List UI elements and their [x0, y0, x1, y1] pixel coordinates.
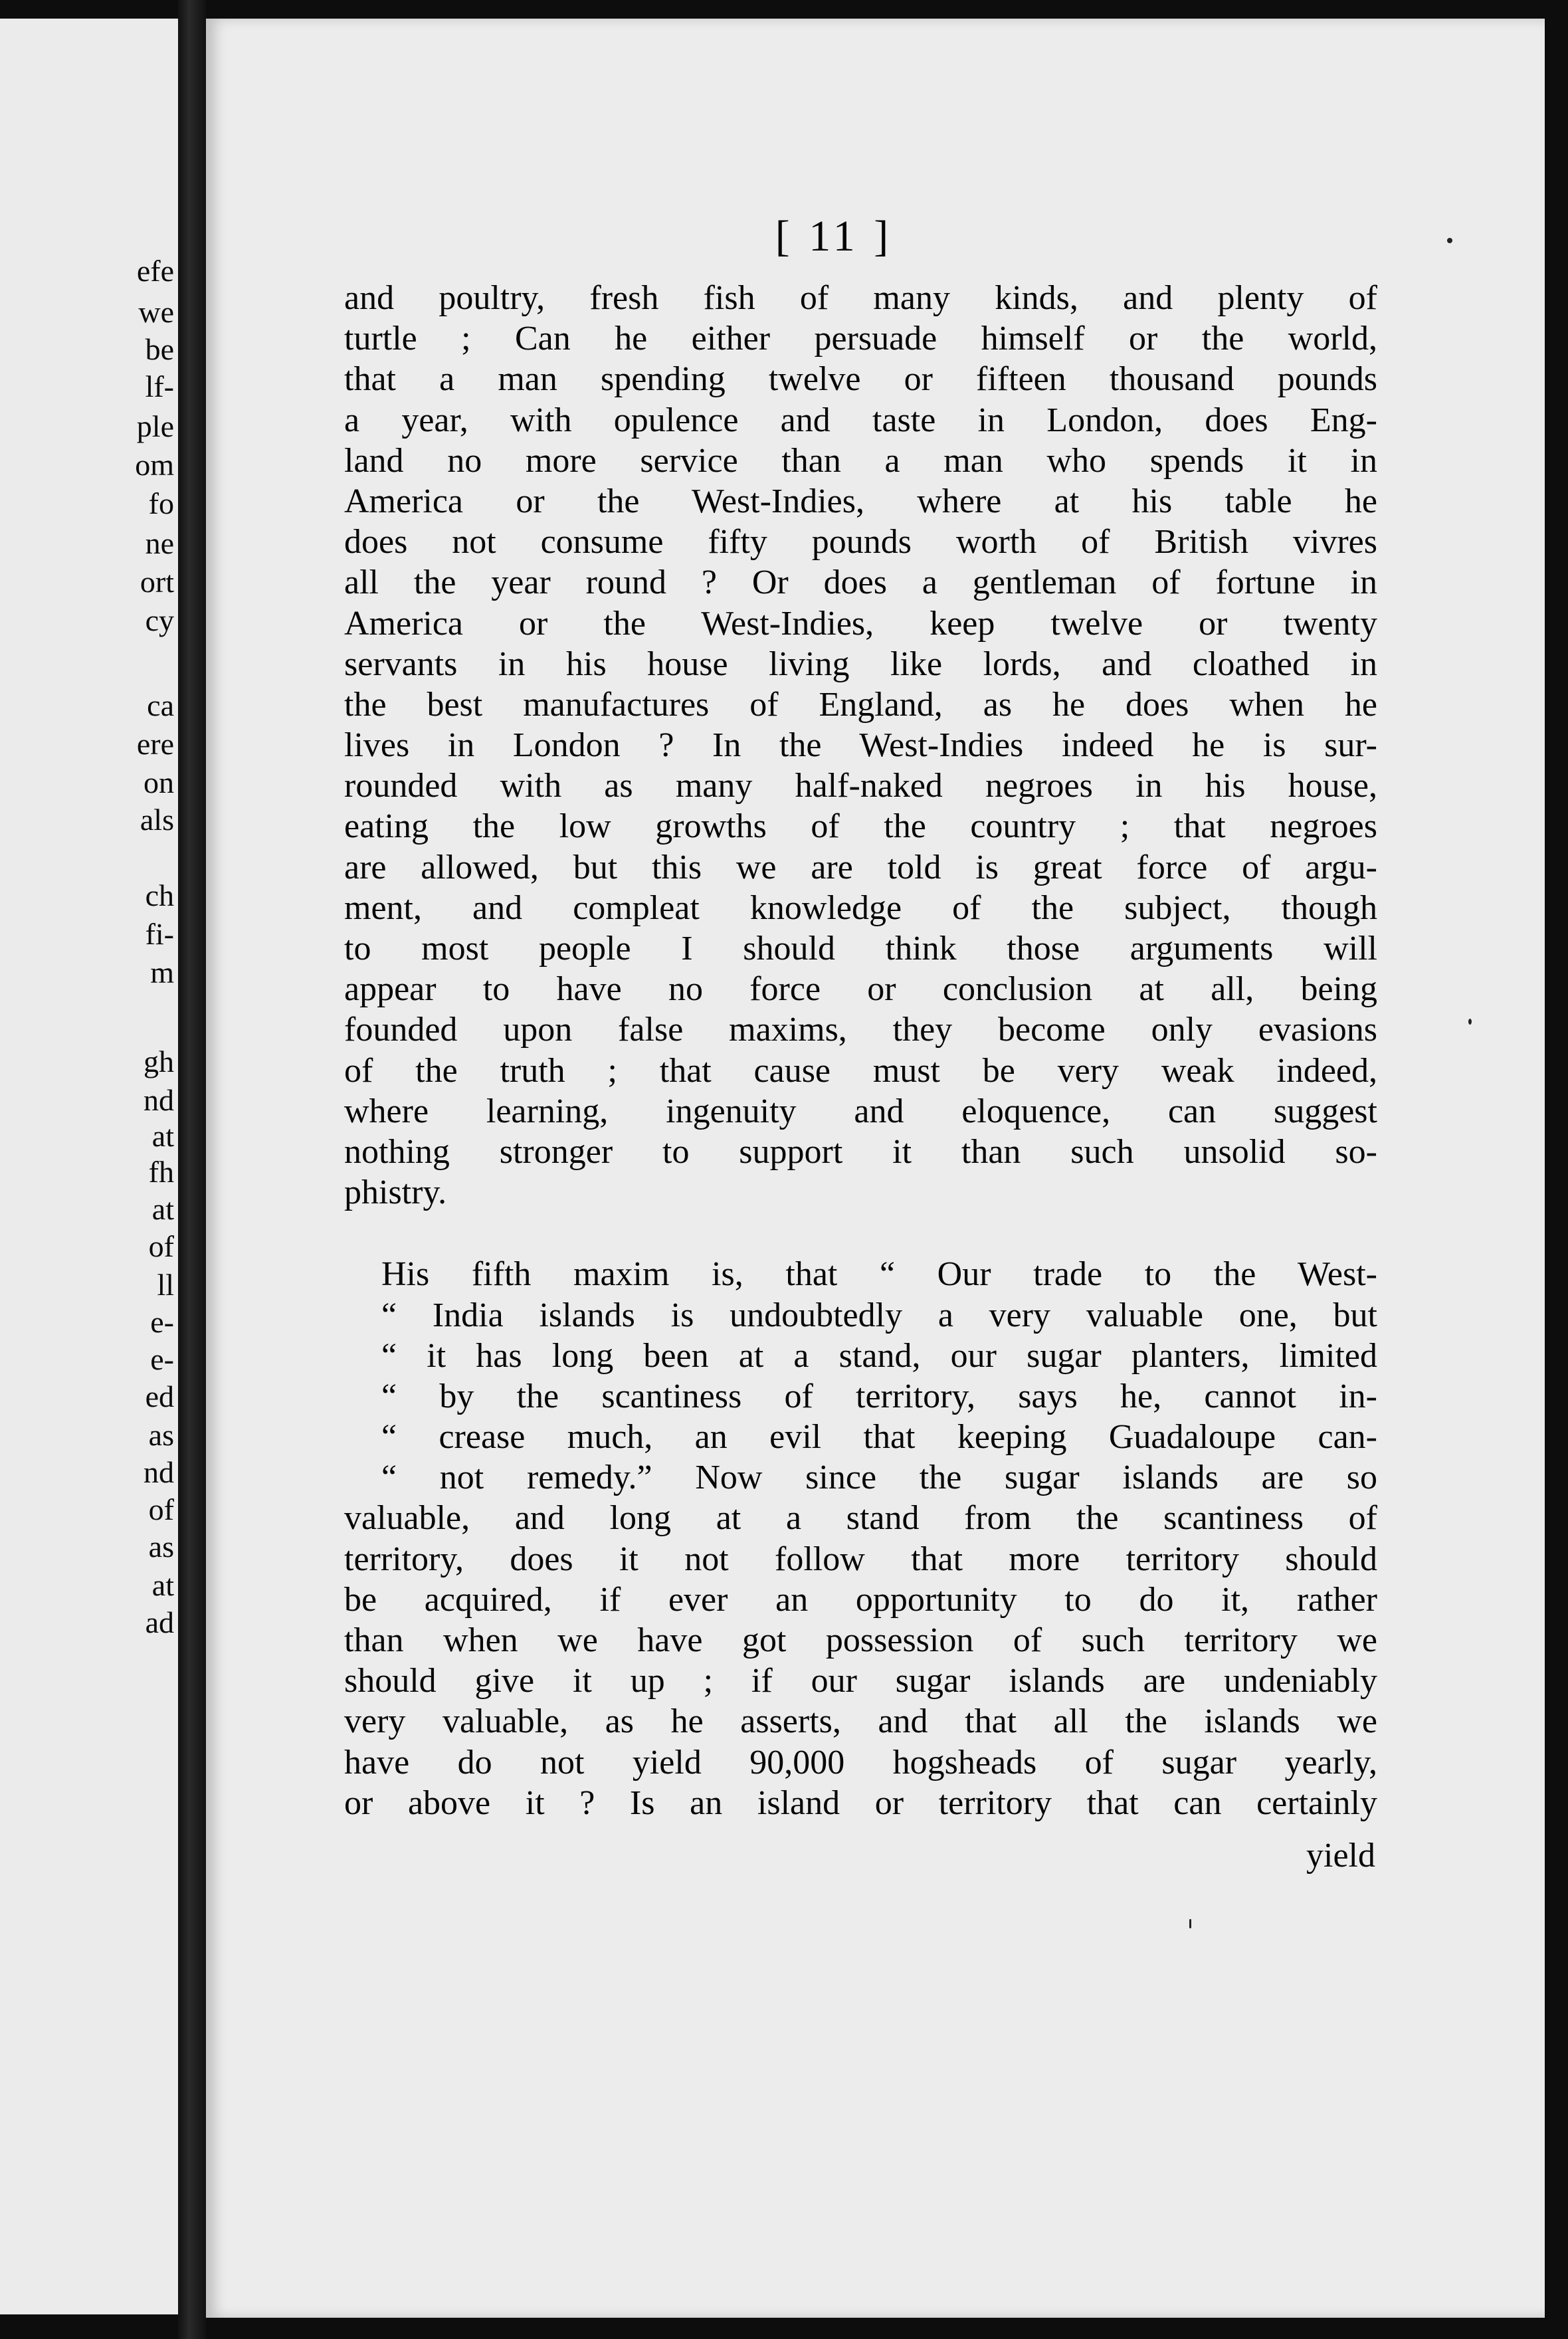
text-line: phistry.	[344, 1173, 447, 1212]
text-line: where learning, ingenuity and eloquence, can suggest	[344, 1092, 1377, 1130]
facing-page-fragment: cy	[145, 603, 174, 637]
facing-page-fragment: ed	[145, 1379, 174, 1413]
text-line: should give it up ; if our sugar islands are undeniably	[344, 1662, 1377, 1700]
facing-page-fragment: e-	[150, 1342, 174, 1376]
text-line: and poultry, fresh fish of many kinds, and plenty of	[344, 279, 1377, 317]
facing-page-fragment: fi-	[145, 917, 174, 951]
facing-page-fragment: gh	[144, 1045, 174, 1078]
text-line: lives in London ? In the West-Indies indeed he is sur-	[344, 726, 1377, 765]
facing-page-fragment: at	[151, 1568, 174, 1602]
facing-page-fragment: ne	[145, 526, 174, 560]
text-line: are allowed, but this we are told is great force of argu-	[344, 848, 1377, 886]
text-line: founded upon false maxims, they become only evasions	[344, 1011, 1377, 1049]
facing-page-fragment: fo	[148, 486, 174, 520]
text-line: America or the West-Indies, keep twelve or twenty	[344, 604, 1377, 643]
facing-page-fragment: as	[148, 1418, 174, 1452]
text-line: eating the low growths of the country ; that negroes	[344, 807, 1377, 846]
text-line: “ India islands is undoubtedly a very valuable one, but	[381, 1296, 1377, 1334]
text-line: “ not remedy.” Now since the sugar islands are so	[381, 1459, 1377, 1497]
facing-page-fragment: lf-	[145, 369, 174, 403]
facing-page-fragment: be	[145, 332, 174, 366]
text-line: that a man spending twelve or fifteen thousand pounds	[344, 360, 1377, 399]
text-line: does not consume fifty pounds worth of British vivres	[344, 523, 1377, 561]
facing-page-fragment: on	[144, 765, 174, 799]
text-line: turtle ; Can he either persuade himself or the world,	[344, 320, 1377, 358]
facing-page-fragment: of	[148, 1229, 174, 1263]
text-line: territory, does it not follow that more territory should	[344, 1540, 1377, 1578]
book-page	[206, 19, 1545, 2318]
facing-page-fragment: at	[151, 1192, 174, 1226]
text-line: or above it ? Is an island or territory that can certainly	[344, 1783, 1377, 1822]
facing-page-fragment: ll	[157, 1268, 174, 1302]
text-line: appear to have no force or conclusion at all, being	[344, 970, 1377, 1009]
text-line: a year, with opulence and taste in London, does Eng-	[344, 401, 1377, 439]
facing-page-fragment: ca	[147, 688, 174, 722]
facing-page-fragment: ort	[140, 565, 174, 599]
text-line: valuable, and long at a stand from the scantiness of	[344, 1499, 1377, 1538]
text-line: “ by the scantiness of territory, says he, cannot in-	[381, 1377, 1377, 1415]
text-line: rounded with as many half-naked negroes in his house,	[344, 767, 1377, 805]
facing-page-edge	[0, 19, 178, 2314]
text-line: the best manufactures of England, as he does when he	[344, 685, 1377, 724]
ink-speck	[1468, 1019, 1472, 1025]
text-line: His fifth maxim is, that “ Our trade to the West-	[381, 1255, 1377, 1294]
facing-page-fragment: om	[135, 448, 174, 482]
facing-page-fragment: at	[151, 1119, 174, 1153]
text-line: land no more service than a man who spends it in	[344, 441, 1377, 480]
text-line: “ crease much, an evil that keeping Guadaloupe can-	[381, 1418, 1377, 1457]
text-line: ment, and compleat knowledge of the subject, though	[344, 888, 1377, 927]
facing-page-fragment: als	[140, 803, 174, 837]
text-line: be acquired, if ever an opportunity to do it, rather	[344, 1580, 1377, 1619]
facing-page-fragment: ad	[145, 1605, 174, 1639]
facing-page-fragment: m	[150, 956, 174, 989]
ink-speck	[1447, 238, 1452, 243]
page-body	[344, 278, 1377, 1823]
facing-page-fragment: we	[138, 295, 174, 329]
text-line: all the year round ? Or does a gentleman of fortune in	[344, 563, 1377, 602]
ink-speck	[1189, 1919, 1191, 1928]
catchword: yield	[1306, 1837, 1375, 1875]
text-line: of the truth ; that cause must be very weak indeed,	[344, 1051, 1377, 1090]
page-number: [ 11 ]	[775, 212, 893, 260]
facing-page-fragment: fh	[148, 1155, 174, 1189]
facing-page-fragment: ple	[136, 409, 174, 443]
text-line: very valuable, as he asserts, and that all the islands we	[344, 1702, 1377, 1741]
facing-page-fragment: efe	[136, 254, 174, 288]
text-line: servants in his house living like lords, and cloathed in	[344, 645, 1377, 683]
text-line: nothing stronger to support it than such unsolid so-	[344, 1132, 1377, 1171]
text-line: to most people I should think those arguments will	[344, 930, 1377, 967]
paragraph-2	[344, 1254, 1377, 1823]
text-line: than when we have got possession of such territory we	[344, 1621, 1377, 1659]
text-line: America or the West-Indies, where at his table he	[344, 482, 1377, 520]
facing-page-fragment: nd	[144, 1083, 174, 1117]
facing-page-fragment: ch	[145, 878, 174, 912]
paragraph-spacing	[344, 1213, 1377, 1254]
facing-page-fragment: as	[148, 1530, 174, 1564]
book-gutter	[178, 0, 206, 2339]
facing-page-fragment: of	[148, 1492, 174, 1526]
facing-page-fragment: ere	[136, 727, 174, 761]
text-line: have do not yield 90,000 hogsheads of sugar yearly,	[344, 1743, 1377, 1781]
facing-page-fragment: nd	[144, 1455, 174, 1489]
text-line: “ it has long been at a stand, our sugar planters, limited	[381, 1336, 1377, 1375]
facing-page-fragment: e-	[150, 1305, 174, 1339]
paragraph-1	[344, 278, 1377, 1213]
